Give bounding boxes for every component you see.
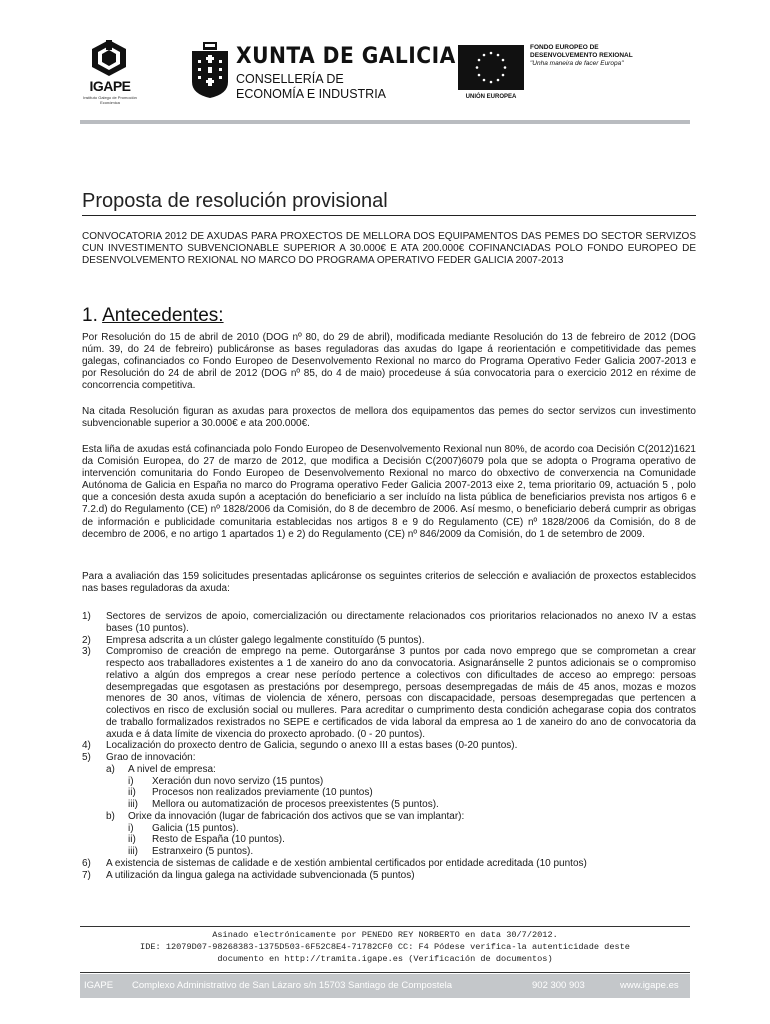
item-number: 3) bbox=[82, 646, 91, 658]
igape-tagline: Instituto Galego de Promoción Económica bbox=[83, 95, 137, 105]
item-number: iii) bbox=[128, 799, 138, 810]
section-heading bbox=[82, 305, 224, 327]
criteria-item bbox=[82, 752, 696, 764]
igape-cube-icon bbox=[92, 40, 126, 76]
item-number: ii) bbox=[128, 787, 136, 799]
feder-line-2: DESENVOLVEMENTO REXIONAL bbox=[530, 52, 633, 59]
electronic-signature-box bbox=[80, 926, 690, 973]
criteria-item bbox=[82, 858, 696, 870]
xunta-title: XUNTA DE GALICIA bbox=[236, 44, 456, 69]
criteria-item bbox=[82, 611, 696, 635]
innovation-subitem bbox=[82, 811, 696, 823]
item-number: b) bbox=[106, 810, 115, 822]
conselleria-name bbox=[236, 72, 386, 102]
letterhead bbox=[0, 0, 770, 125]
item-number: 1) bbox=[82, 611, 91, 622]
signature-line-1: Asinado electrónicamente por PENEDO REY NORBERTO en data 30/7/2012. bbox=[212, 930, 558, 940]
item-text: Mellora ou automatización de procesos preexistentes (5 puntos). bbox=[152, 799, 439, 810]
item-text: Galicia (15 puntos). bbox=[152, 822, 239, 834]
item-text: Procesos non realizados previamente (10 puntos) bbox=[152, 787, 373, 799]
item-text: Estranxeiro (5 puntos). bbox=[152, 846, 254, 857]
item-number: 4) bbox=[82, 740, 91, 752]
convocatoria-heading: CONVOCATORIA 2012 DE AXUDAS PARA PROXECTOS DE MELLORA DOS EQUIPAMENTOS DAS PEMES DO SECTOR SERVIZOS CUN INVESTIMENTO SUBVENCIONABLE SUPERIOR A 30.000€ E ATA 200.000€ COFINANCIADAS POLO FONDO EUROPEO DE DESENVOLVEMENTO REXIONAL NO MARCO DO PROGRAMA OPERATIVO FEDER GALICIA 2007-2013 bbox=[82, 231, 696, 267]
footer-bar bbox=[80, 974, 690, 998]
item-text: Compromiso de creación de emprego na peme. Outorgaránse 3 puntos por cada novo emprego que se comprometan a crear respecto aos traballadores existentes a 1 de xaneiro do ano da convocatoria. Asignaránselle 2 puntos adicionais se o compromiso relativo a algún dos empregos a crear nese período pertence a colectivos con dificultades de acceso ao emprego: persoas desempregadas que esgotasen as prestacións por desemprego, persoas desempregadas de máis de 45 anos, mozas e mozos menores de 30 anos, vítimas de violencia de xénero, persoas con discapacidade, persoas desempregadas que pertencen a colectivos en risco de exclusión social ou mulleres. Para acreditar o cumprimento desta condición achegarase copia dos contratos de traballo formalizados rexistrados no SEPE e certificados de vida laboral da empresa ao 1 de xaneiro do ano de convocatoria da axuda e á data límite de vixencia do proxecto aprobado. (0 - 20 puntos). bbox=[106, 646, 696, 740]
paragraph: Para a avaliación das 159 solicitudes presentadas aplicáronse os seguintes criterios de selección e avaliación de proxectos establecidos nas bases reguladoras da axuda: bbox=[82, 571, 696, 595]
conselleria-line-1: CONSELLERÍA DE bbox=[236, 72, 344, 86]
footer-org: IGAPE bbox=[84, 980, 114, 991]
item-number: 7) bbox=[82, 869, 91, 881]
item-text: Empresa adscrita a un clúster galego legalmente constituído (5 puntos). bbox=[106, 634, 425, 646]
section-number: 1. bbox=[82, 305, 98, 326]
signature-line-2: IDE: 12079D07-98268383-1375D503-6F52C8E4-71782CF0 CC: F4 Pódese verifica-la autenticidade deste bbox=[140, 942, 630, 952]
innovation-subitem bbox=[82, 764, 696, 776]
feder-line-1: FONDO EUROPEO DE bbox=[530, 44, 599, 51]
criteria-list bbox=[82, 611, 696, 881]
innovation-subsubitem bbox=[82, 823, 696, 835]
item-text: Sectores de servizos de apoio, comercialización ou directamente relacionados cos prioritarios relacionados no anexo IV a estas bases (10 puntos). bbox=[106, 611, 696, 634]
header-divider bbox=[80, 120, 690, 124]
item-number: i) bbox=[128, 775, 134, 787]
footer-website-link[interactable]: www.igape.es bbox=[620, 980, 679, 991]
item-number: 2) bbox=[82, 634, 91, 646]
feder-label bbox=[530, 44, 633, 68]
criteria-item bbox=[82, 870, 696, 882]
innovation-subsubitem bbox=[82, 799, 696, 811]
title-underline bbox=[82, 215, 696, 216]
igape-wordmark: IGAPE bbox=[89, 78, 131, 94]
igape-logo bbox=[80, 40, 140, 105]
item-number: iii) bbox=[128, 846, 138, 857]
item-number: ii) bbox=[128, 834, 136, 846]
item-number: i) bbox=[128, 822, 134, 834]
item-number: 6) bbox=[82, 857, 91, 869]
paragraph: Esta liña de axudas está cofinanciada polo Fondo Europeo de Desenvolvemento Rexional nun 80%, de acordo coa Decisión C(2012)1621 da Comisión Europea, do 27 de marzo de 2012, que modifica a Decisión C(2007)6079 pola que se adopta o Programa operativo de intervención comunitaria do Fondo Europeo de Desenvolvemento Rexional no marco do obxectivo de converxencia na Comunidade Autónoma de Galicia en España no marco do Programa operativo Feder Galicia 2007-2013 eixe 2, tema prioritario 09, actuación 5 , polo que a concesión desta axuda supón a aceptación do beneficiario a ser incluído na lista pública de beneficiarios prevista nos artigos 6 e 7.2.d) do Regulamento (CE) nº 1828/2006 da Comisión, do 8 de decembro de 2006. Así mesmo, o beneficiario deberá cumprir as obrigas de información e publicidade comunitaria establecidas nos artigos 8 e 9 do Regulamento (CE) nº 1828/2006 da Comisión, do 8 de decembro de 2006, e no artigo 1 apartados 1) e 2) do Regulamento (CE) nº 846/2009 da Comisión, do 1 de setembro de 2009. bbox=[82, 444, 696, 540]
innovation-subsubitem bbox=[82, 834, 696, 846]
section-title: Antecedentes: bbox=[102, 305, 224, 326]
eu-label: UNIÓN EUROPEA bbox=[465, 94, 517, 100]
item-text: Grao de innovación: bbox=[106, 752, 196, 763]
item-text: Xeración dun novo servizo (15 puntos) bbox=[152, 775, 324, 787]
criteria-item bbox=[82, 646, 696, 740]
footer-phone: 902 300 903 bbox=[532, 980, 585, 991]
item-number: 5) bbox=[82, 752, 91, 763]
signature-line-3: documento en http://tramita.igape.es (Verificación de documentos) bbox=[217, 954, 553, 964]
conselleria-line-2: ECONOMÍA E INDUSTRIA bbox=[236, 87, 387, 101]
paragraph: Na citada Resolución figuran as axudas para proxectos de mellora dos equipamentos das pemes do sector servizos cun investimento subvencionable superior a 30.000€ e ata 200.000€. bbox=[82, 406, 696, 430]
footer-address: Complexo Administrativo de San Lázaro s/n 15703 Santiago de Compostela bbox=[132, 980, 453, 991]
innovation-subsubitem bbox=[82, 787, 696, 799]
item-text: Resto de España (10 puntos). bbox=[152, 834, 285, 846]
item-text: A nivel de empresa: bbox=[128, 763, 216, 775]
document-title: Proposta de resolución provisional bbox=[82, 190, 388, 212]
feder-motto: "Unha maneira de facer Europa" bbox=[530, 60, 624, 67]
item-number: a) bbox=[106, 763, 115, 775]
xunta-coat-of-arms-icon bbox=[190, 42, 230, 98]
item-text: Localización do proxecto dentro de Galicia, segundo o anexo III a estas bases (0-20 puntos). bbox=[106, 740, 518, 752]
criteria-item bbox=[82, 740, 696, 752]
item-text: Orixe da innovación (lugar de fabricación dos activos que se van implantar): bbox=[128, 810, 465, 822]
item-text: A utilización da lingua galega na actividade subvencionada (5 puntos) bbox=[106, 869, 415, 881]
item-text: A existencia de sistemas de calidade e de xestión ambiental certificados por entidade acreditada (10 puntos) bbox=[106, 857, 587, 869]
criteria-item bbox=[82, 635, 696, 647]
innovation-subsubitem bbox=[82, 846, 696, 858]
innovation-subsubitem bbox=[82, 776, 696, 788]
eu-flag-icon bbox=[458, 45, 524, 90]
paragraph: Por Resolución do 15 de abril de 2010 (DOG nº 80, do 29 de abril), modificada mediante Resolución do 13 de febreiro de 2012 (DOG núm. 39, do 24 de febreiro) publicáronse as bases reguladoras das axudas do Igape á reorientación e competitividade das pemes galegas, cofinanciados co Fondo Europeo de Desenvolvemento Rexional no marco do Programa Operativo Feder Galicia 2007-2013 e por Resolución do 24 de abril de 2012 (DOG nº 85, do 4 de maio) procedeuse á súa convocatoria para o exercicio 2012 en réxime de concorrencia competitiva. bbox=[82, 332, 696, 392]
